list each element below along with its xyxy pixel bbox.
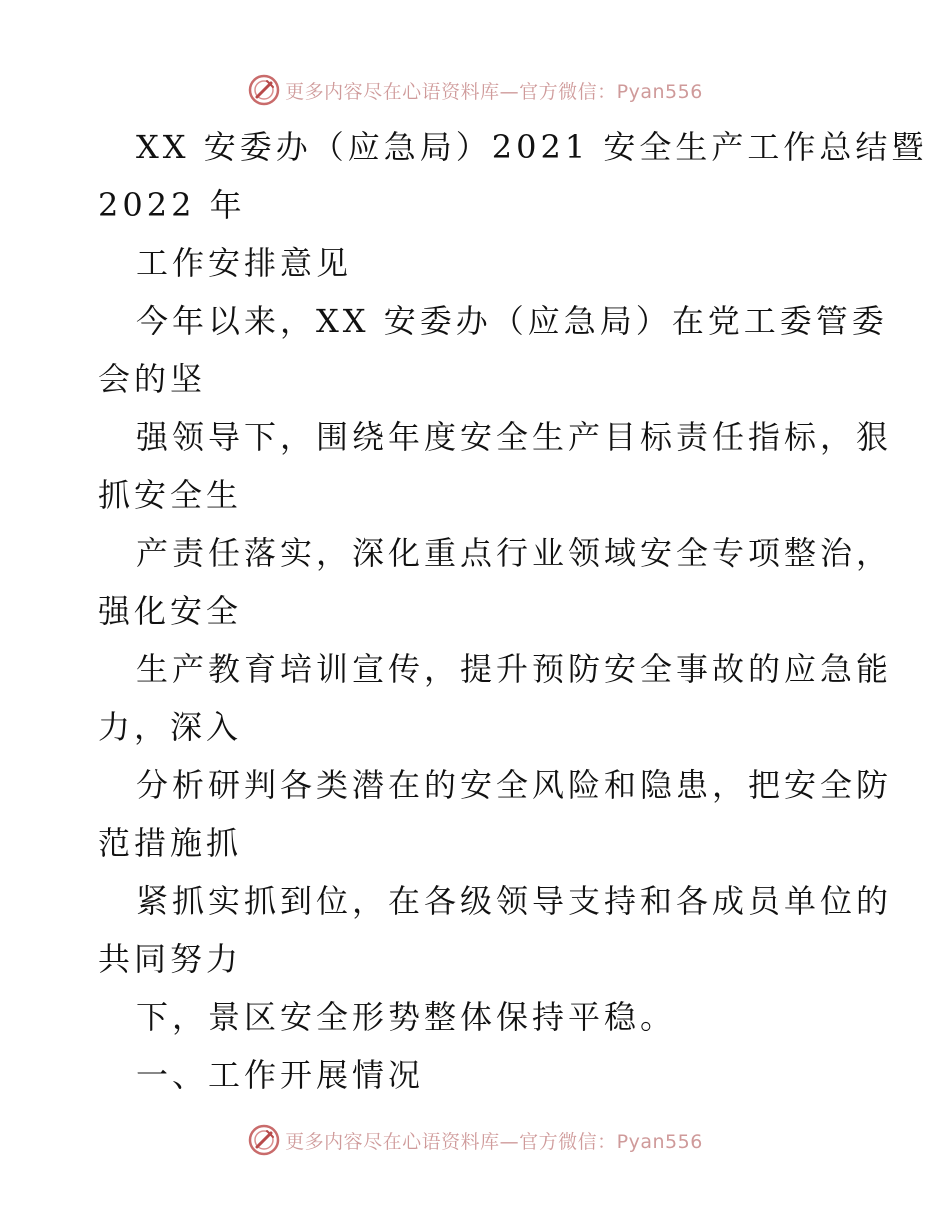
paragraph-line: 生产教育培训宣传，提升预防安全事故的应急能 [136, 650, 893, 688]
paragraph-line: 范措施抓 [98, 824, 243, 862]
paragraph-line: 紧抓实抓到位，在各级领导支持和各成员单位的 [136, 882, 893, 920]
paragraph-line: 强化安全 [98, 592, 243, 630]
paragraph-line: 强领导下，围绕年度安全生产目标责任指标，狠 [136, 418, 893, 456]
paragraph-line: 会的坚 [98, 360, 207, 398]
subtitle-line: 工作安排意见 [136, 244, 353, 282]
footer-watermark [0, 1120, 950, 1160]
paragraph-line: 共同努力 [98, 940, 243, 978]
paragraph-line: 今年以来，XX 安委办（应急局）在党工委管委 [136, 302, 888, 340]
header-watermark [0, 70, 950, 110]
paragraph-line: 产责任落实，深化重点行业领域安全专项整治， [136, 534, 893, 572]
document-body [98, 118, 928, 1104]
paragraph-line: 分析研判各类潜在的安全风险和隐患，把安全防 [136, 766, 893, 804]
title-line: XX 安委办（应急局）2021 安全生产工作总结暨 [136, 128, 928, 166]
watermark-text: 更多内容尽在心语资料库—官方微信：Pyan556 [285, 80, 703, 103]
watermark-text: 更多内容尽在心语资料库—官方微信：Pyan556 [285, 1130, 703, 1153]
paragraph-line: 抓安全生 [98, 476, 243, 514]
stamp-seal-icon [247, 1123, 281, 1157]
paragraph-line: 下，景区安全形势整体保持平稳。 [136, 998, 677, 1036]
section-heading: 一、工作开展情况 [136, 1056, 425, 1094]
title-line: 2022 年 [98, 186, 246, 224]
stamp-seal-icon [247, 73, 281, 107]
paragraph-line: 力，深入 [98, 708, 243, 746]
